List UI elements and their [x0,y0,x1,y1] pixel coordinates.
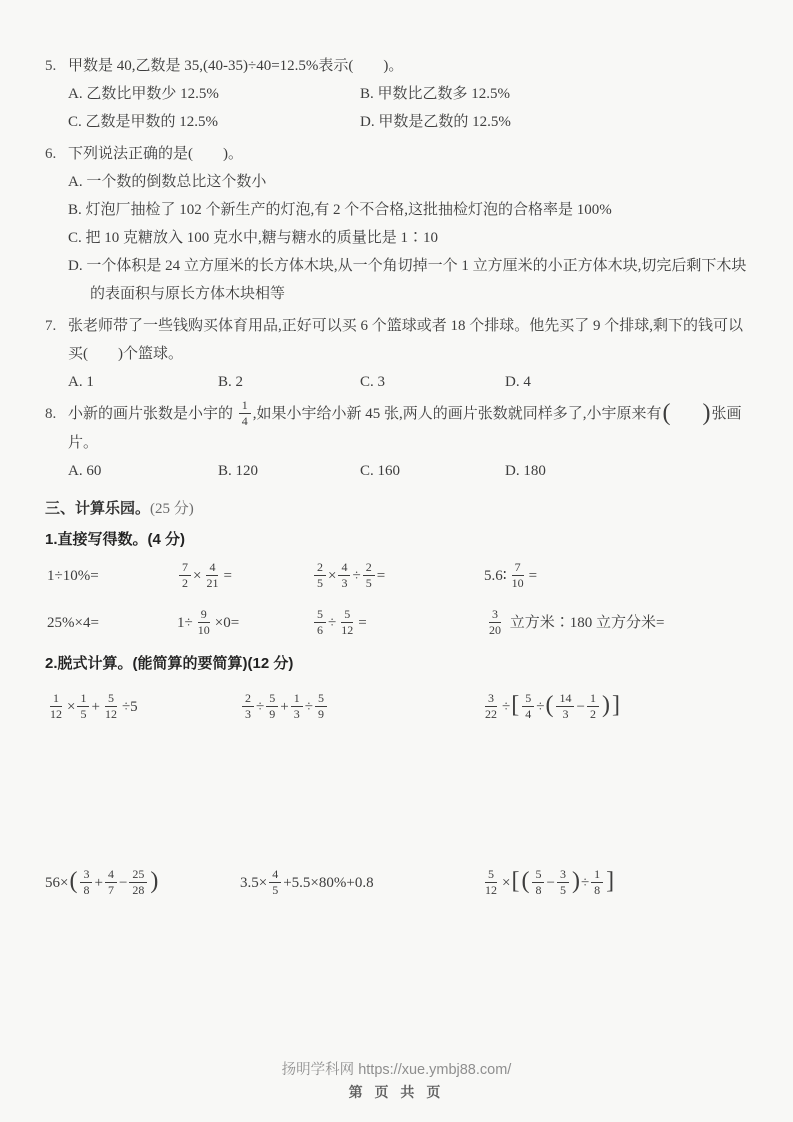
math-expression: $\frac{3}{22}$ ÷[ $\frac{5}{4}$ ÷( $\frac{14}{3}$ − $\frac{1}{2}$ )] [480,693,757,722]
fraction: $\frac{4}{5}$ [269,868,281,897]
fraction: $\frac{5}{9}$ [266,692,278,721]
fraction: $\frac{5}{6}$ [314,608,326,637]
fraction: $\frac{5}{9}$ [315,692,327,721]
fraction: $\frac{4}{21}$ [206,560,219,591]
option: C. 3 [360,374,386,390]
math-expression: $\frac{3}{20}$ 立方米∶180 立方分米= [484,609,757,638]
question-5-options [68,80,757,136]
math-expression: 5.6∶ $\frac{7}{10}$ = [484,560,538,591]
fraction: $\frac{2}{5}$ [363,561,375,590]
question-8 [45,400,757,485]
fraction: $\frac{1}{5}$ [77,692,89,721]
option: C. 乙数是甲数的 12.5% [68,114,219,130]
page-footer [0,1059,793,1102]
fraction: $\frac{1}{4}$ [239,399,251,428]
math-expression: $\frac{7}{2}$ × $\frac{4}{21}$ = [177,562,312,591]
math-expression: 1÷10%= [47,568,99,585]
section-3-points: (25 分) [150,501,194,518]
step-calc-row-2 [45,862,757,904]
question-6 [45,140,757,308]
step-calc-label: 2.脱式计算。(能简算的要简算)(12 分) [45,655,294,673]
math-expression: $\frac{5}{6}$ ÷ $\frac{5}{12}$ = [312,609,484,638]
fraction: $\frac{5}{8}$ [532,868,544,897]
fraction: $\frac{5}{12}$ [341,607,354,638]
question-7-options [68,368,757,396]
math-expression: $\frac{5}{12}$ ×[( $\frac{5}{8}$ − $\frac{3}{5}$ )÷ $\frac{1}{8}$ ] [480,869,757,898]
question-8-stem: 小新的画片张数是小宇的 $\frac{1}{4}$ ,如果小宇给小新 45 张,两人的画片张数就同样多了,小宇原来有( )张画片。 [68,398,742,452]
exam-content [45,52,757,904]
question-5-number: 5. [45,58,57,74]
direct-calc-label: 1.直接写得数。(4 分) [45,531,186,549]
option: C. 把 10 克糖放入 100 克水中,糖与糖水的质量比是 1∶10 [68,230,439,246]
option: A. 60 [68,463,102,480]
direct-calc-row-2 [45,600,757,647]
fraction: $\frac{1}{3}$ [291,692,303,721]
math-expression: 1÷ $\frac{9}{10}$ ×0= [177,607,240,638]
option: B. 2 [218,374,244,390]
option: D. 4 [505,374,531,390]
fraction: $\frac{3}{20}$ [489,607,501,638]
question-6-number: 6. [45,146,57,162]
fraction: $\frac{1}{2}$ [587,692,599,721]
math-expression: $\frac{1}{12}$ × $\frac{1}{5}$ + $\frac{5}{12}$ ÷5 [45,693,240,722]
fraction: $\frac{4}{3}$ [338,561,350,590]
question-6-body [68,140,757,308]
option: D. 180 [505,463,546,480]
option: D. 一个体积是 24 立方厘米的长方体木块,从一个角切掉一个 1 立方厘米的小正方体木块,切完后剩下木块的表面积与原长方体木块相等 [68,258,747,302]
question-8-body [68,400,757,485]
footer-page-indicator: 第 页 共 页 [348,1084,445,1100]
question-7-body [68,312,757,396]
fraction: $\frac{1}{12}$ [50,690,62,721]
option: A. 一个数的倒数总比这个数小 [68,174,267,190]
question-7-number: 7. [45,318,57,334]
math-expression: 25%×4= [47,615,99,632]
math-expression: $\frac{2}{3}$ ÷ $\frac{5}{9}$ + $\frac{1}{3}$ ÷ $\frac{5}{9}$ [240,693,480,722]
question-6-options [68,168,757,308]
fraction: $\frac{3}{8}$ [80,868,92,897]
option: A. 1 [68,374,94,390]
option: C. 160 [360,463,401,480]
fraction: $\frac{5}{12}$ [104,690,117,721]
section-3-heading [45,495,757,523]
fraction: $\frac{2}{5}$ [314,561,326,590]
direct-calc-row-1 [45,553,757,600]
option: B. 灯泡厂抽检了 102 个新生产的灯泡,有 2 个不合格,这批抽检灯泡的合格率是 100% [68,202,612,218]
fraction: $\frac{4}{7}$ [105,868,117,897]
question-7 [45,312,757,396]
fraction: $\frac{14}{3}$ [556,692,574,721]
fraction: $\frac{7}{2}$ [179,561,191,590]
footer-watermark: 扬明学科网 https://xue.ymbj88.com/ [281,1062,512,1078]
math-expression: $\frac{2}{5}$ × $\frac{4}{3}$ ÷ $\frac{2}{5}$ = [312,562,484,591]
question-5-body [68,52,757,136]
question-6-stem: 下列说法正确的是( )。 [68,146,243,162]
math-expression: 56×( $\frac{3}{8}$ + $\frac{4}{7}$ − $\frac{25}{28}$ ) [45,866,159,897]
question-7-stem: 张老师带了一些钱购买体育用品,正好可以买 6 个篮球或者 18 个排球。他先买了 9 个排球,剩下的钱可以买( )个篮球。 [68,318,744,362]
section-3-title: 三、计算乐园。 [45,500,151,518]
step-calc-row-1 [45,686,757,728]
fraction: $\frac{5}{4}$ [522,692,534,721]
question-8-options [68,457,757,485]
fraction: $\frac{3}{22}$ [485,690,497,721]
math-expression: 3.5× $\frac{4}{5}$ +5.5×80%+0.8 [240,866,374,897]
fraction: $\frac{2}{3}$ [242,692,254,721]
question-8-number: 8. [45,406,57,422]
fraction: $\frac{5}{12}$ [485,866,497,897]
fraction: $\frac{9}{10}$ [197,607,210,638]
fraction: $\frac{25}{28}$ [129,868,147,897]
fraction: $\frac{3}{5}$ [557,868,569,897]
option: B. 120 [218,463,259,480]
question-5 [45,52,757,136]
option: B. 甲数比乙数多 12.5% [360,86,511,102]
option: A. 乙数比甲数少 12.5% [68,86,219,102]
fraction: $\frac{1}{8}$ [591,868,603,897]
question-5-stem: 甲数是 40,乙数是 35,(40-35)÷40=12.5%表示( )。 [68,58,404,74]
fraction: $\frac{7}{10}$ [511,560,524,591]
option: D. 甲数是乙数的 12.5% [360,114,511,130]
